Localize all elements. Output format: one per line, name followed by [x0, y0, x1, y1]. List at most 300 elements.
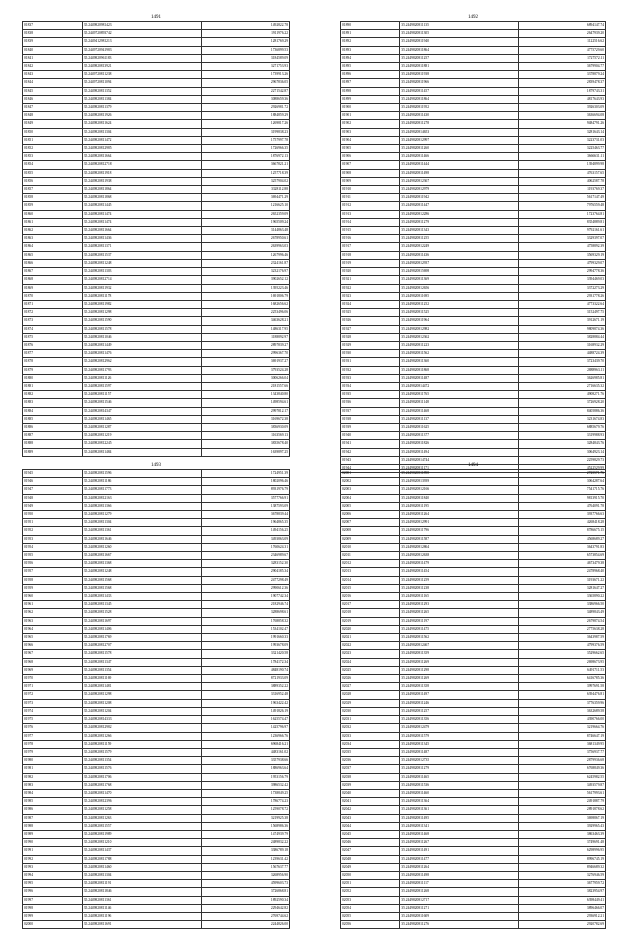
- table-row: [341, 609, 606, 617]
- row-amount: 2324161.87: [201, 259, 289, 267]
- row-code: 35.2449820811695: [400, 292, 518, 300]
- row-code: 35.2449820811197: [400, 617, 518, 625]
- row-id: 01992: [23, 855, 83, 863]
- table-row: [23, 625, 290, 633]
- row-id: 01868: [23, 276, 83, 284]
- row-amount: 2478968.40: [518, 568, 605, 576]
- row-code: 35.2449820811195: [400, 502, 518, 510]
- row-code: 35.2449820811796: [400, 527, 518, 535]
- row-id: 01953: [23, 535, 83, 543]
- table-row: [341, 568, 606, 576]
- row-amount: 1387593.09: [201, 502, 289, 510]
- table-row: [23, 382, 290, 390]
- row-code: 35.2449820811263: [82, 814, 201, 822]
- row-id: 02031: [341, 716, 400, 724]
- table-row: [341, 748, 606, 756]
- row-code: 35.2449820811159: [82, 740, 201, 748]
- table-row: [23, 350, 290, 358]
- row-amount: 2997812.17: [201, 407, 289, 415]
- row-amount: 2936912.21: [518, 912, 605, 920]
- row-amount: 1879743.31: [518, 87, 605, 95]
- row-id: 02026: [341, 675, 400, 683]
- row-code: 35.2449820811498: [400, 169, 518, 177]
- row-amount: 7976559.48: [518, 202, 605, 210]
- row-amount: 6245982.55: [518, 773, 605, 781]
- row-amount: 9484791.26: [518, 120, 605, 128]
- table-row: [23, 259, 290, 267]
- table-row: [341, 847, 606, 855]
- table-row: [341, 112, 606, 120]
- row-code: 35.2449820811219: [82, 432, 201, 440]
- table-row: [23, 863, 290, 871]
- row-amount: 4773322.64: [518, 300, 605, 308]
- table-row: [23, 552, 290, 560]
- row-id: 01971: [23, 683, 83, 691]
- row-code: 35.2449820811361: [82, 896, 201, 904]
- table-row: [23, 120, 290, 128]
- row-amount: 3386966.50: [518, 601, 605, 609]
- row-code: 35.2449820811271: [400, 904, 518, 912]
- row-id: 01929: [341, 341, 400, 349]
- row-id: 02005: [341, 502, 400, 510]
- row-amount: 3386789.18: [201, 847, 289, 855]
- row-amount: 2990612.36: [201, 584, 289, 592]
- row-id: 01907: [341, 161, 400, 169]
- row-code: 35.2449820811454: [400, 568, 518, 576]
- row-amount: 3726928.20: [518, 399, 605, 407]
- row-amount: 3997691.58: [518, 683, 605, 691]
- row-id: 02050: [341, 871, 400, 879]
- row-id: 01954: [23, 543, 83, 551]
- table-row: [23, 161, 290, 169]
- row-code: 35.2449820812985: [82, 145, 201, 153]
- row-id: 01916: [341, 235, 400, 243]
- row-amount: 3378879.24: [518, 71, 605, 79]
- row-id: 01933: [341, 374, 400, 382]
- table-row: [341, 136, 606, 144]
- row-amount: 1876972.13: [201, 153, 289, 161]
- row-code: 35.2449820811279: [82, 511, 201, 519]
- row-amount: 3271753.93: [201, 63, 289, 71]
- row-code: 35.2449820811624: [82, 120, 201, 128]
- row-code: 35.2449820811384: [82, 95, 201, 103]
- row-id: 01938: [341, 415, 400, 423]
- row-code: 35.2449820811528: [82, 609, 201, 617]
- row-id: 02038: [341, 773, 400, 781]
- table-row: [341, 478, 606, 486]
- table-row: [341, 527, 606, 535]
- table-row: [23, 658, 290, 666]
- row-id: 02003: [341, 486, 400, 494]
- row-amount: 3365890.22: [518, 593, 605, 601]
- row-amount: 1726966.35: [201, 145, 289, 153]
- row-id: 01930: [341, 350, 400, 358]
- table-row: [23, 773, 290, 781]
- table-row: [23, 292, 290, 300]
- row-id: 01944: [341, 464, 400, 472]
- row-amount: 4758892.39: [518, 243, 605, 251]
- row-amount: 1236966.76: [201, 732, 289, 740]
- table-row: [23, 502, 290, 510]
- row-amount: 2716635.32: [518, 382, 605, 390]
- row-amount: 1991660.33: [201, 634, 289, 642]
- row-code: 35.2449820812714: [82, 276, 201, 284]
- row-code: 35.2449820811377: [400, 432, 518, 440]
- row-amount: 3776359.96: [518, 699, 605, 707]
- table-row: [23, 235, 290, 243]
- row-amount: 6394476.81: [518, 691, 605, 699]
- row-code: 35.2449820811447: [400, 202, 518, 210]
- row-amount: 3694471.29: [201, 194, 289, 202]
- row-code: 35.2449820811178: [82, 292, 201, 300]
- row-code: 35.2449820811433: [82, 593, 201, 601]
- row-code: 35.2449820811788: [82, 855, 201, 863]
- table-row: [23, 880, 290, 888]
- row-amount: 3666631.11: [518, 153, 605, 161]
- row-id: 02048: [341, 855, 400, 863]
- table-row: [341, 276, 606, 284]
- row-amount: 1498594.61: [201, 399, 289, 407]
- row-amount: 1757997.78: [201, 136, 289, 144]
- table-row: [341, 658, 606, 666]
- row-id: 01967: [23, 650, 83, 658]
- table-row: [23, 757, 290, 765]
- table-row: [341, 161, 606, 169]
- row-amount: 3823954.97: [518, 888, 605, 896]
- row-id: 02034: [341, 740, 400, 748]
- row-amount: 3223731.03: [518, 136, 605, 144]
- table-row: [23, 855, 290, 863]
- row-id: 01854: [23, 161, 83, 169]
- row-id: 01931: [341, 358, 400, 366]
- row-code: 35.2449820811360: [400, 358, 518, 366]
- row-amount: 1269817.26: [201, 120, 289, 128]
- table-row: [23, 112, 290, 120]
- row-code: 35.2449820811449: [82, 341, 201, 349]
- table-row: [23, 341, 290, 349]
- row-code: 35.2449820811938: [400, 71, 518, 79]
- table-row: [341, 95, 606, 103]
- row-code: 35.2449820811479: [400, 560, 518, 568]
- row-code: 35.2449820811354: [82, 757, 201, 765]
- table-row: [341, 543, 606, 551]
- table-row: [23, 309, 290, 317]
- table-row: [341, 235, 606, 243]
- row-amount: 1723764.81: [518, 210, 605, 218]
- row-amount: 2477298.49: [201, 576, 289, 584]
- table-row: [341, 642, 606, 650]
- row-code: 35.2449820811477: [400, 855, 518, 863]
- row-amount: 3288698.61: [201, 609, 289, 617]
- row-id: 01844: [23, 79, 83, 87]
- row-code: 35.2449820811137: [400, 415, 518, 423]
- row-id: 02032: [341, 724, 400, 732]
- row-code: 35.2449820812362: [400, 333, 518, 341]
- row-amount: 3088659.36: [201, 95, 289, 103]
- row-code: 35.2449820811436: [82, 235, 201, 243]
- table-row: [23, 650, 290, 658]
- row-id: 02017: [341, 601, 400, 609]
- table-row: [23, 732, 290, 740]
- table-row: [341, 415, 606, 423]
- row-id: 02052: [341, 888, 400, 896]
- row-id: 01918: [341, 251, 400, 259]
- row-amount: 3667821.21: [201, 161, 289, 169]
- row-code: 35.2449820811484: [82, 448, 201, 456]
- row-code: 35.2449820811590: [82, 317, 201, 325]
- row-code: 35.2449820811146: [82, 904, 201, 912]
- table-row: [341, 699, 606, 707]
- row-code: 35.2449820813921: [82, 63, 201, 71]
- row-amount: 2489832.22: [201, 839, 289, 847]
- row-id: 01886: [23, 423, 83, 431]
- row-amount: 2879936.68: [518, 757, 605, 765]
- row-amount: 3281643.14: [518, 128, 605, 136]
- table-row: [23, 921, 290, 929]
- row-code: 35.2449820811298: [82, 691, 201, 699]
- row-id: 01923: [341, 292, 400, 300]
- row-id: 01942: [341, 448, 400, 456]
- row-amount: 4522529.99: [518, 464, 605, 472]
- row-amount: 4390766.00: [518, 716, 605, 724]
- table-row: [341, 79, 606, 87]
- row-id: 02047: [341, 847, 400, 855]
- table-row: [341, 625, 606, 633]
- row-id: 02011: [341, 552, 400, 560]
- table-row: [341, 855, 606, 863]
- row-amount: 3257904.02: [201, 177, 289, 185]
- table-row: [23, 251, 290, 259]
- table-row: [341, 519, 606, 527]
- row-id: 01937: [341, 407, 400, 415]
- table-row: [341, 789, 606, 797]
- row-amount: 2769744.62: [201, 912, 289, 920]
- row-id: 02000: [23, 921, 83, 929]
- row-id: 01998: [23, 904, 83, 912]
- row-amount: 3184589.09: [201, 54, 289, 62]
- row-code: 35.2449820811117: [400, 880, 518, 888]
- table-row: [23, 145, 290, 153]
- row-code: 35.2449820811952: [400, 104, 518, 112]
- row-amount: 3219925.38: [201, 814, 289, 822]
- block-title: 1493: [151, 463, 161, 468]
- row-id: 01902: [341, 120, 400, 128]
- row-id: 01847: [23, 104, 83, 112]
- data-table: [22, 21, 290, 457]
- row-id: 01837: [23, 22, 83, 30]
- table-row: [23, 912, 290, 920]
- table-row: [23, 276, 290, 284]
- row-amount: 4673479.38: [518, 560, 605, 568]
- table-row: [23, 210, 290, 218]
- row-amount: 1768858.32: [201, 617, 289, 625]
- row-id: 01861: [23, 218, 83, 226]
- row-amount: 2652359.09: [201, 210, 289, 218]
- row-amount: 2888963.11: [518, 366, 605, 374]
- row-amount: 1625574.47: [201, 716, 289, 724]
- row-code: 35.2449820811989: [82, 830, 201, 838]
- row-amount: 3749691.48: [518, 839, 605, 847]
- table-row: [23, 391, 290, 399]
- row-id: 01843: [23, 71, 83, 79]
- row-id: 01887: [23, 432, 83, 440]
- table-row: [23, 71, 290, 79]
- row-code: 35.2449820811840: [400, 494, 518, 502]
- row-id: 01876: [23, 341, 83, 349]
- row-id: 01932: [341, 366, 400, 374]
- data-table: [22, 469, 290, 929]
- row-amount: 1188892.97: [201, 333, 289, 341]
- row-amount: 1425796.97: [201, 724, 289, 732]
- row-code: 35.2449820811368: [82, 560, 201, 568]
- table-row: [341, 22, 606, 30]
- row-code: 35.2449820812467: [400, 642, 518, 650]
- row-id: 02001: [341, 470, 400, 478]
- table-row: [23, 486, 290, 494]
- table-row: [341, 880, 606, 888]
- row-id: 01903: [341, 128, 400, 136]
- table-row: [23, 46, 290, 54]
- table-row: [23, 366, 290, 374]
- table-row: [23, 218, 290, 226]
- row-code: 35.2449820811557: [82, 822, 201, 830]
- table-row: [23, 847, 290, 855]
- row-id: 01997: [23, 896, 83, 904]
- row-code: 35.2449820811257: [400, 707, 518, 715]
- table-row: [341, 716, 606, 724]
- row-amount: 3225463.77: [518, 145, 605, 153]
- table-row: [23, 798, 290, 806]
- row-id: 02037: [341, 765, 400, 773]
- row-amount: 1492822.78: [201, 22, 289, 30]
- row-amount: 3493579.87: [518, 781, 605, 789]
- row-amount: 4599603.73: [201, 880, 289, 888]
- row-code: 35.2449820811864: [82, 186, 201, 194]
- table-row: [23, 871, 290, 879]
- row-amount: 2678950.61: [201, 235, 289, 243]
- row-id: 01917: [341, 243, 400, 251]
- table-row: [23, 519, 290, 527]
- row-id: 01913: [341, 210, 400, 218]
- row-id: 01894: [341, 54, 400, 62]
- row-code: 35.2449820811667: [82, 552, 201, 560]
- table-row: [23, 79, 290, 87]
- row-code: 35.2449820812479: [400, 724, 518, 732]
- row-code: 35.2449820811293: [400, 601, 518, 609]
- row-amount: 1691806.79: [201, 292, 289, 300]
- table-row: [341, 30, 606, 38]
- row-amount: 6573854.69: [518, 552, 605, 560]
- row-amount: 6885679.76: [518, 423, 605, 431]
- row-amount: 3064287.64: [518, 478, 605, 486]
- row-code: 35.2449820811942: [400, 194, 518, 202]
- table-row: [23, 609, 290, 617]
- table-row: [341, 194, 606, 202]
- row-id: 01882: [23, 391, 83, 399]
- row-code: 35.2449820811625: [400, 423, 518, 431]
- row-amount: 1474939.79: [201, 830, 289, 838]
- row-id: 01935: [341, 391, 400, 399]
- row-id: 01987: [23, 814, 83, 822]
- table-row: [23, 527, 290, 535]
- data-table: [340, 469, 606, 929]
- row-code: 35.2449820812979: [400, 186, 518, 194]
- table-row: [341, 707, 606, 715]
- row-id: 01981: [23, 765, 83, 773]
- row-code: 35.2449820811846: [82, 888, 201, 896]
- row-id: 02023: [341, 650, 400, 658]
- row-code: 35.2449820811287: [82, 423, 201, 431]
- row-code: 35.2449820811169: [82, 675, 201, 683]
- row-code: 35.2449820811345: [400, 740, 518, 748]
- row-amount: 1491826.19: [201, 707, 289, 715]
- row-id: 01973: [23, 699, 83, 707]
- row-code: 35.2449820811579: [82, 748, 201, 756]
- row-amount: 1239631.42: [201, 855, 289, 863]
- row-id: 02006: [341, 511, 400, 519]
- row-id: 01875: [23, 333, 83, 341]
- row-amount: 3828884.44: [518, 333, 605, 341]
- row-code: 35.2449820981423: [82, 22, 201, 30]
- row-code: 35.2449820811341: [400, 822, 518, 830]
- table-row: [341, 38, 606, 46]
- row-id: 02035: [341, 748, 400, 756]
- row-id: 01961: [23, 601, 83, 609]
- table-row: [341, 186, 606, 194]
- table-row: [341, 382, 606, 390]
- table-row: [23, 707, 290, 715]
- row-id: 01928: [341, 333, 400, 341]
- row-amount: 2294642.82: [201, 904, 289, 912]
- table-row: [341, 292, 606, 300]
- row-code: 35.2449820811248: [82, 259, 201, 267]
- row-amount: 3643987.59: [518, 634, 605, 642]
- row-id: 01947: [23, 486, 83, 494]
- row-id: 01883: [23, 399, 83, 407]
- row-id: 01880: [23, 374, 83, 382]
- row-amount: 3284843.76: [518, 440, 605, 448]
- table-row: [341, 391, 606, 399]
- row-id: 01948: [23, 494, 83, 502]
- table-row: [341, 552, 606, 560]
- row-code: 35.2449820811465: [400, 773, 518, 781]
- row-code: 35.2449820812396: [82, 798, 201, 806]
- row-id: 01970: [23, 675, 83, 683]
- row-amount: 1738849.25: [201, 789, 289, 797]
- row-amount: 3863463.39: [518, 830, 605, 838]
- row-amount: 1639897.25: [201, 448, 289, 456]
- row-code: 35.2449820811691: [82, 921, 201, 929]
- row-amount: 6398449.41: [518, 896, 605, 904]
- row-code: 35.2449820812707: [82, 642, 201, 650]
- row-id: 01945: [23, 470, 83, 478]
- row-code: 35.2449820811264: [400, 863, 518, 871]
- row-code: 35.2449820811366: [82, 502, 201, 510]
- row-id: 01955: [23, 552, 83, 560]
- row-id: 01941: [341, 440, 400, 448]
- row-id: 01862: [23, 227, 83, 235]
- row-code: 35.2449820811364: [400, 798, 518, 806]
- row-id: 01969: [23, 666, 83, 674]
- row-code: 35.2449820811269: [400, 675, 518, 683]
- row-code: 35.2449820811768: [82, 781, 201, 789]
- table-row: [341, 634, 606, 642]
- row-code: 35.2449820811536: [400, 781, 518, 789]
- row-id: 01897: [341, 79, 400, 87]
- row-code: 35.2449820811587: [400, 535, 518, 543]
- row-amount: 1884859.29: [201, 112, 289, 120]
- table-row: [341, 511, 606, 519]
